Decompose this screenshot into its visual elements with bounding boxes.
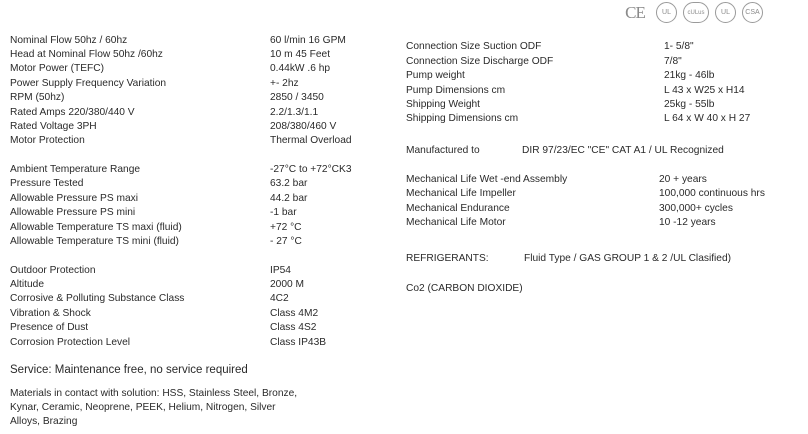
- certification-marks: [620, 2, 763, 23]
- spec-label: Outdoor Protection: [10, 265, 96, 276]
- spec-value: -1 bar: [270, 207, 297, 218]
- spec-label: Connection Size Discharge ODF: [406, 56, 554, 67]
- materials-line: Kynar, Ceramic, Neoprene, PEEK, Helium, Nitrogen, Silver: [10, 402, 276, 413]
- spec-value: 20 + years: [659, 174, 707, 185]
- spec-label: Motor Protection: [10, 135, 85, 146]
- spec-label: Mechanical Life Wet -end Assembly: [406, 174, 568, 185]
- spec-label: Presence of Dust: [10, 322, 89, 333]
- spec-label: Allowable Temperature TS mini (fluid): [10, 236, 179, 247]
- spec-value: 63.2 bar: [270, 178, 308, 189]
- spec-value: Class 4S2: [270, 322, 317, 333]
- spec-label: Mechanical Life Impeller: [406, 188, 516, 199]
- spec-value: 4C2: [270, 293, 289, 304]
- materials-line: Materials in contact with solution: HSS, Stainless Steel, Bronze,: [10, 388, 298, 399]
- spec-value: 208/380/460 V: [270, 121, 337, 132]
- spec-label: Pump weight: [406, 70, 465, 81]
- csa-mark-icon: CSA: [742, 2, 763, 23]
- spec-label: Connection Size Suction ODF: [406, 41, 542, 52]
- spec-value: IP54: [270, 265, 291, 276]
- spec-label: Allowable Pressure PS mini: [10, 207, 136, 218]
- spec-label: Rated Amps 220/380/440 V: [10, 107, 135, 118]
- spec-value: 100,000 continuous hrs: [659, 188, 765, 199]
- spec-label: Power Supply Frequency Variation: [10, 78, 167, 89]
- manufactured-value: DIR 97/23/EC "CE" CAT A1 / UL Recognized: [522, 145, 724, 156]
- spec-label: Allowable Pressure PS maxi: [10, 193, 138, 204]
- cul-us-mark-icon: cULus: [683, 2, 709, 23]
- spec-value: 60 l/min 16 GPM: [270, 35, 346, 46]
- service-note: Service: Maintenance free, no service required: [10, 364, 248, 376]
- spec-value: Thermal Overload: [270, 135, 352, 146]
- spec-label: Head at Nominal Flow 50hz /60hz: [10, 49, 163, 60]
- spec-label: Pressure Tested: [10, 178, 84, 189]
- spec-label: Altitude: [10, 279, 44, 290]
- spec-value: 2000 M: [270, 279, 304, 290]
- spec-label: Allowable Temperature TS maxi (fluid): [10, 222, 182, 233]
- spec-label: Nominal Flow 50hz / 60hz: [10, 35, 128, 46]
- spec-label: Mechanical Life Motor: [406, 217, 506, 228]
- spec-value: 10 -12 years: [659, 217, 716, 228]
- spec-value: - 27 °C: [270, 236, 302, 247]
- co2-note: Co2 (CARBON DIOXIDE): [406, 283, 523, 294]
- spec-value: +72 °C: [270, 222, 302, 233]
- ul-mark-icon: UL: [656, 2, 677, 23]
- spec-value: 44.2 bar: [270, 193, 308, 204]
- spec-label: Shipping Weight: [406, 99, 481, 110]
- spec-value: 25kg - 55lb: [664, 99, 715, 110]
- spec-label: Shipping Dimensions cm: [406, 113, 519, 124]
- spec-value: Class IP43B: [270, 337, 327, 348]
- spec-value: -27°C to +72°CK3: [270, 164, 352, 175]
- refrigerants-label: REFRIGERANTS:: [406, 253, 489, 264]
- spec-value: 10 m 45 Feet: [270, 49, 331, 60]
- spec-value: 7/8": [664, 56, 682, 67]
- spec-value: 2.2/1.3/1.1: [270, 107, 319, 118]
- spec-value: 0.44kW .6 hp: [270, 63, 331, 74]
- spec-value: 2850 / 3450: [270, 92, 324, 103]
- spec-label: Mechanical Endurance: [406, 203, 510, 214]
- spec-label: RPM (50hz): [10, 92, 65, 103]
- materials-line: Alloys, Brazing: [10, 416, 78, 427]
- spec-value: +- 2hz: [270, 78, 299, 89]
- spec-label: Vibration & Shock: [10, 308, 91, 319]
- spec-value: 21kg - 46lb: [664, 70, 715, 81]
- spec-label: Motor Power (TEFC): [10, 63, 104, 74]
- spec-value: 300,000+ cycles: [659, 203, 733, 214]
- refrigerants-value: Fluid Type / GAS GROUP 1 & 2 /UL Clasified): [524, 253, 732, 264]
- spec-label: Pump Dimensions cm: [406, 85, 506, 96]
- spec-value: 1- 5/8": [664, 41, 694, 52]
- manufactured-label: Manufactured to: [406, 145, 480, 156]
- ul-recognized-icon: UL: [715, 2, 736, 23]
- spec-label: Corrosion Protection Level: [10, 337, 131, 348]
- spec-label: Corrosive & Polluting Substance Class: [10, 293, 185, 304]
- spec-value: L 43 x W25 x H14: [664, 85, 745, 96]
- spec-label: Rated Voltage 3PH: [10, 121, 97, 132]
- spec-value: L 64 x W 40 x H 27: [664, 113, 751, 124]
- spec-value: Class 4M2: [270, 308, 319, 319]
- ce-mark-icon: CE: [625, 2, 645, 22]
- spec-label: Ambient Temperature Range: [10, 164, 141, 175]
